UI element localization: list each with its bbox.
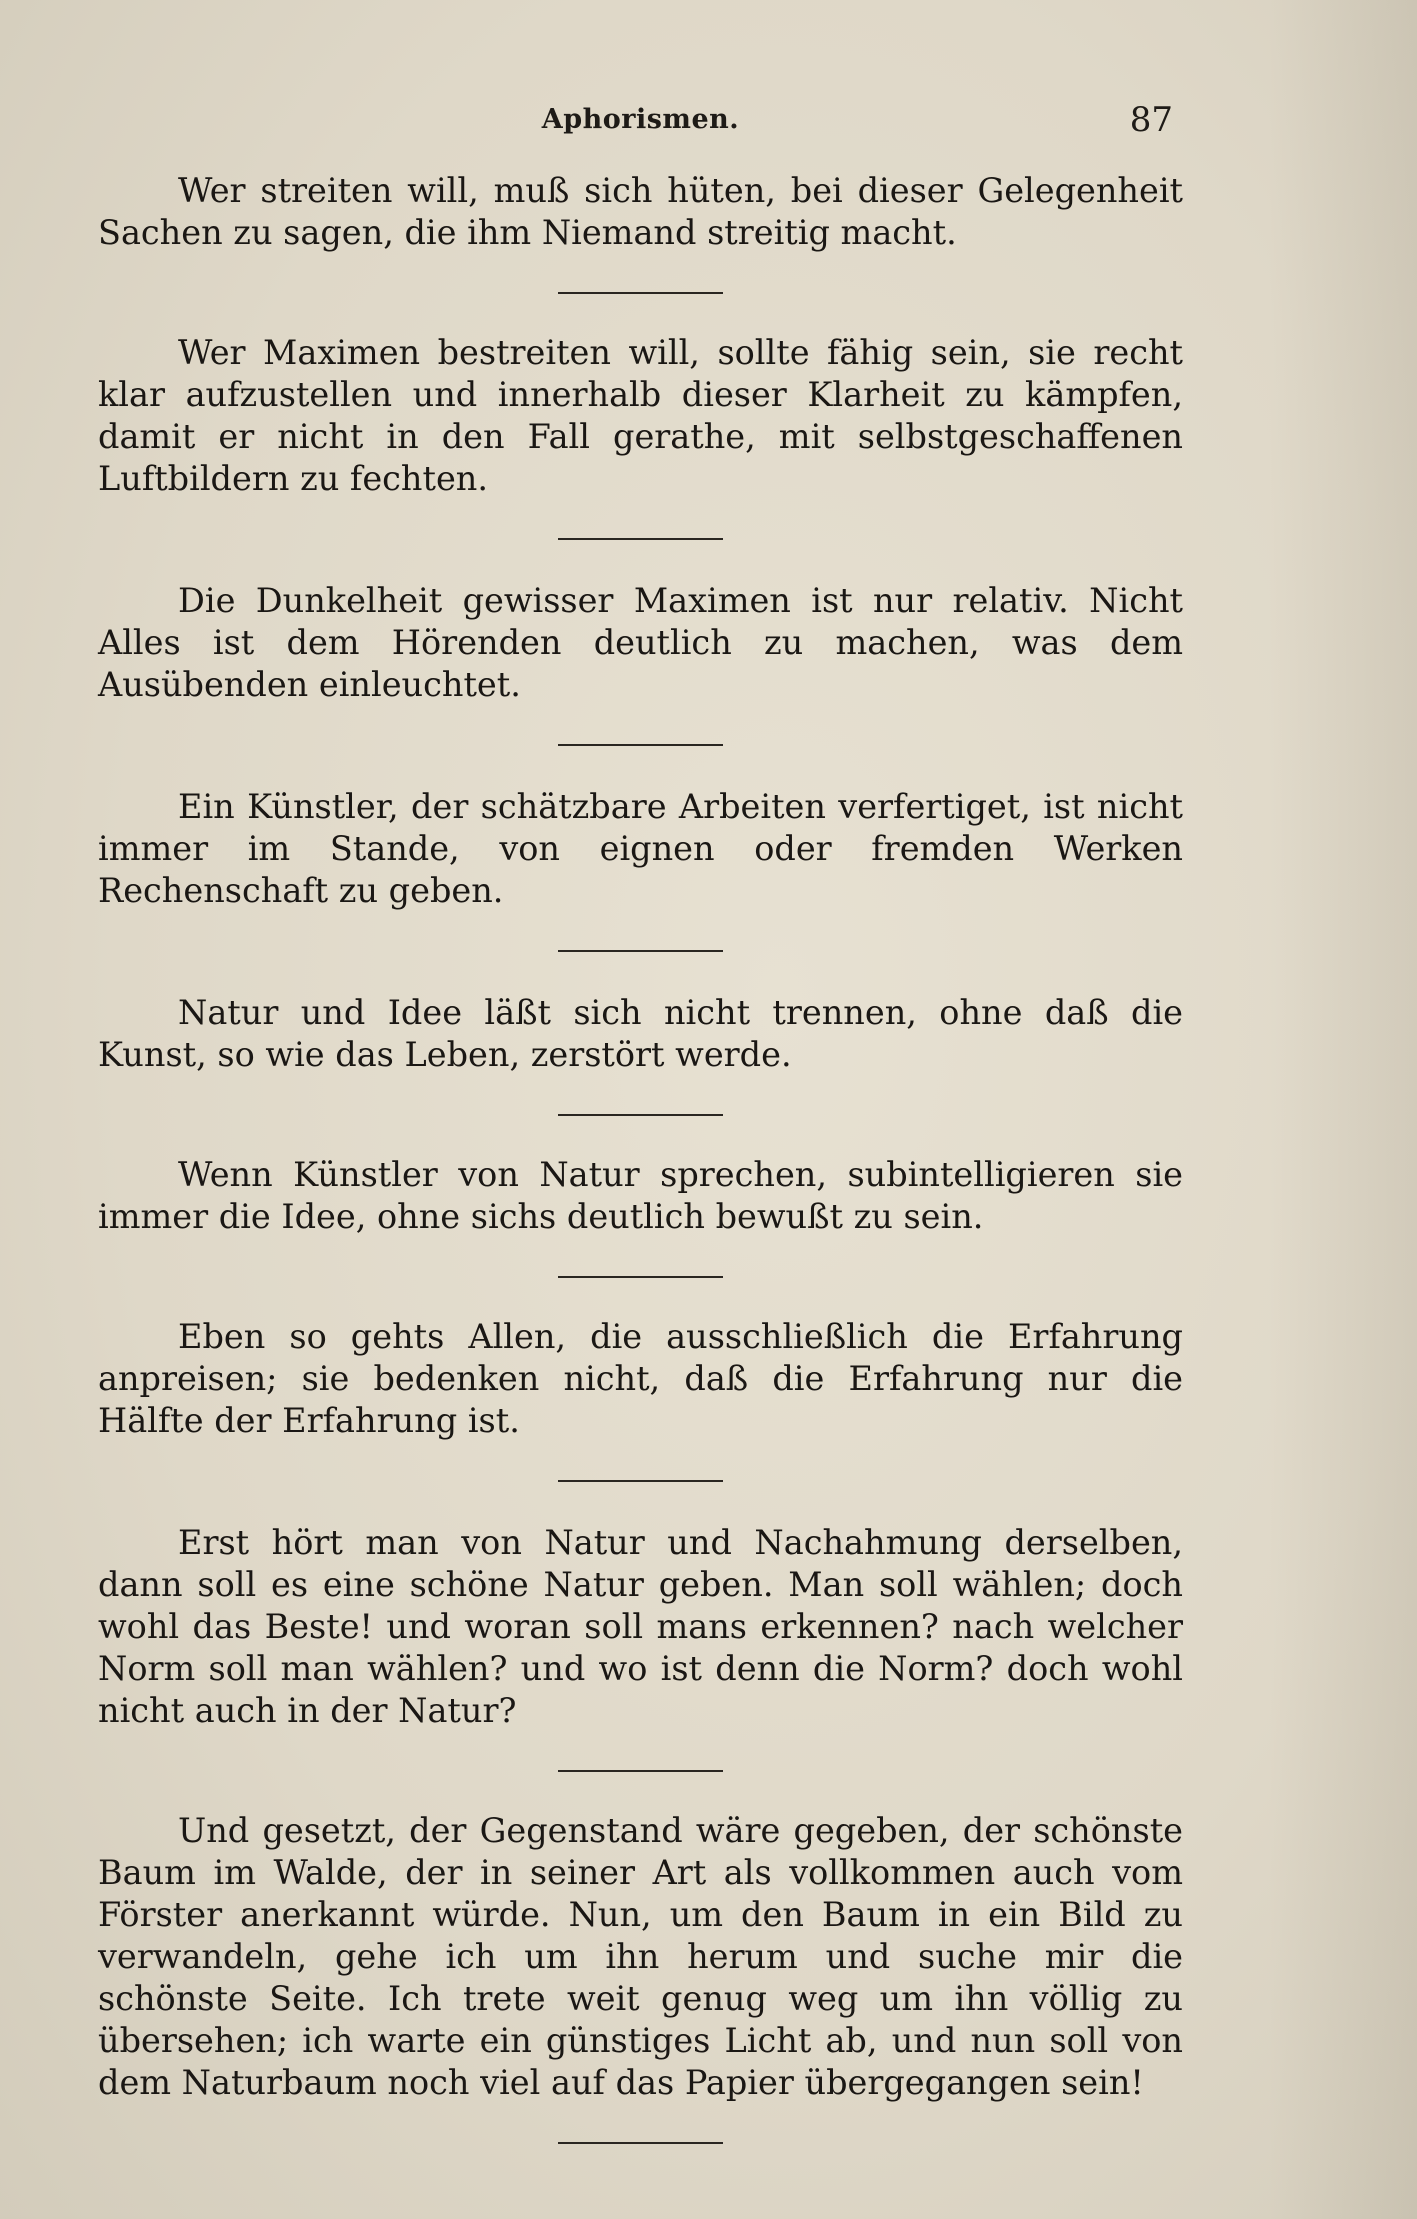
page-shadow — [1267, 0, 1417, 2219]
separator-rule — [558, 1480, 723, 1482]
aphorism-2: Wer Maximen bestreiten will, sollte fähig sein, sie recht klar aufzustellen und innerhalb dieser Klarheit zu kämpfen, damit er nicht in den Fall gerathe, mit selbstgeschaffenen Luftbildern zu fechten. — [98, 333, 1183, 498]
aphorism-6: Wenn Künstler von Natur sprechen, subintelligieren sie immer die Idee, ohne sichs deutlich bewußt zu sein. — [98, 1155, 1183, 1236]
aphorism-1: Wer streiten will, muß sich hüten, bei dieser Gelegenheit Sachen zu sagen, die ihm Niemand streitig macht. — [98, 171, 1183, 252]
separator-rule — [558, 292, 723, 294]
separator-rule — [558, 538, 723, 540]
separator-rule — [558, 2142, 723, 2144]
separator-rule — [558, 744, 723, 746]
separator-rule — [558, 1114, 723, 1116]
page-body — [98, 170, 1183, 2182]
separator-rule — [558, 950, 723, 952]
separator-rule — [558, 1770, 723, 1772]
page-header — [98, 100, 1183, 150]
aphorism-9: Und gesetzt, der Gegenstand wäre gegeben, der schönste Baum im Walde, der in seiner Art als vollkommen auch vom Förster anerkannt würde. Nun, um den Baum in ein Bild zu verwandeln, gehe ich um ihn herum und suche mir die schönste Seite. Ich trete weit genug weg um ihn völlig zu übersehen; ich warte ein günstiges Licht ab, und nun soll von dem Naturbaum noch viel auf das Papier übergegangen sein! — [98, 1811, 1183, 2102]
aphorism-3: Die Dunkelheit gewisser Maximen ist nur relativ. Nicht Alles ist dem Hörenden deutlich zu machen, was dem Ausübenden einleuchtet. — [98, 581, 1183, 704]
page-number: 87 — [1129, 100, 1173, 140]
aphorism-8: Erst hört man von Natur und Nachahmung derselben, dann soll es eine schöne Natur geben. Man soll wählen; doch wohl das Beste! und woran soll mans erkennen? nach welcher Norm soll man wählen? und wo ist denn die Norm? doch wohl nicht auch in der Natur? — [98, 1523, 1183, 1730]
aphorism-5: Natur und Idee läßt sich nicht trennen, ohne daß die Kunst, so wie das Leben, zerstört werde. — [98, 993, 1183, 1074]
aphorism-7: Eben so gehts Allen, die ausschließlich die Erfahrung anpreisen; sie bedenken nicht, daß die Erfahrung nur die Hälfte der Erfahrung ist. — [98, 1317, 1183, 1440]
running-title: Aphorismen. — [541, 104, 740, 135]
separator-rule — [558, 1276, 723, 1278]
aphorism-4: Ein Künstler, der schätzbare Arbeiten verfertiget, ist nicht immer im Stande, von eignen oder fremden Werken Rechenschaft zu geben. — [98, 787, 1183, 910]
